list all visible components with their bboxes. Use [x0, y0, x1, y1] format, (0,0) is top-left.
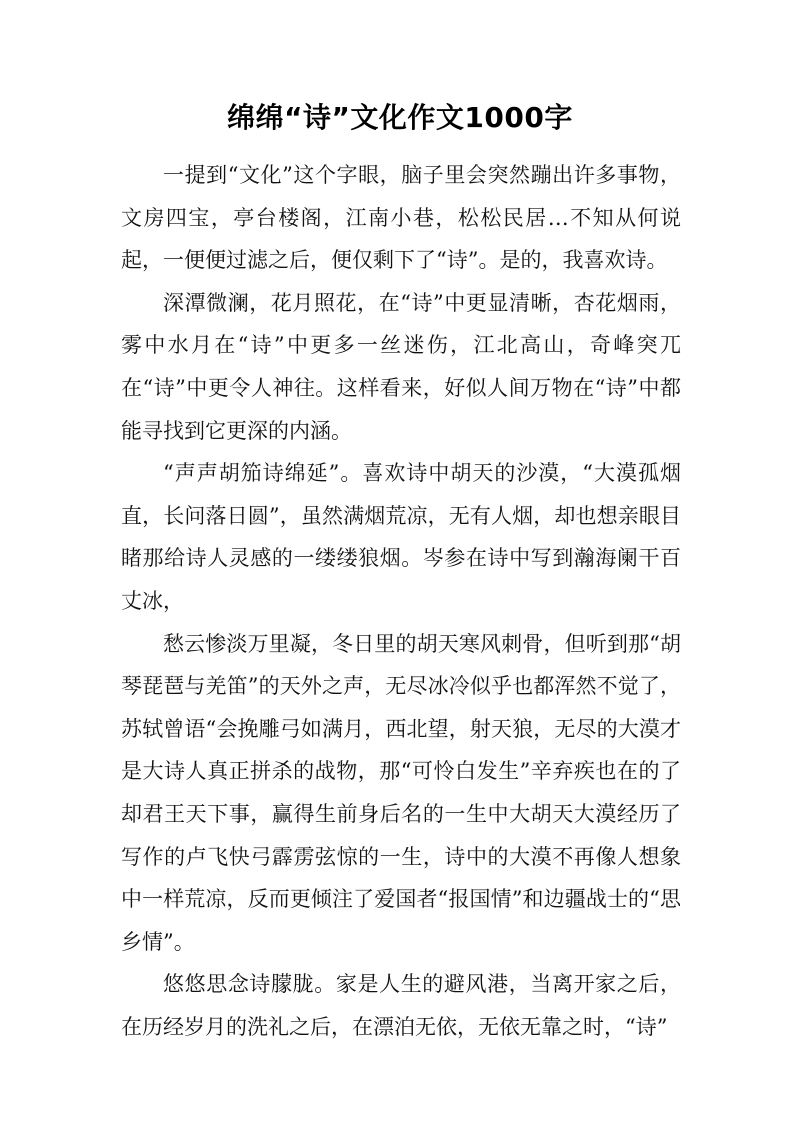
paragraph: 深潭微澜，花月照花，在“诗”中更显清晰，杏花烟雨，雾中水月在“诗”中更多一丝迷伤，江北高山，奇峰突兀在“诗”中更令人神往。这样看来，好似人间万物在“诗”中都能寻找到它更深的内涵。 [121, 290, 681, 443]
document-body [121, 154, 681, 1048]
paragraph: “声声胡笳诗绵延”。喜欢诗中胡天的沙漠，“大漠孤烟直，长问落日圆”，虽然满烟荒凉，无有人烟，却也想亲眼目睹那给诗人灵感的一缕缕狼烟。岑参在诗中写到瀚海阑干百丈冰， [121, 461, 681, 613]
document-title: 绵绵“诗”文化作文1000字 [227, 101, 573, 134]
paragraph: 愁云惨淡万里凝，冬日里的胡天寒风刺骨，但听到那“胡琴琵琶与羌笛”的天外之声，无尽冰冷似乎也都浑然不觉了，苏轼曾语“会挽雕弓如满月，西北望，射天狼，无尽的大漠才是大诗人真正拼杀的战物，那“可怜白发生”辛弃疾也在的了却君王天下事，赢得生前身后名的一生中大胡天大漠经历了写作的卢飞快弓霹雳弦惊的一生，诗中的大漠不再像人想象中一样荒凉，反而更倾注了爱国者“报国情”和边疆战士的“思乡情”。 [121, 631, 681, 954]
paragraph: 悠悠思念诗朦胧。家是人生的避风港，当离开家之后，在历经岁月的洗礼之后，在漂泊无依，无依无靠之时，“诗” [121, 972, 681, 1039]
paragraph: 一提到“文化”这个字眼，脑子里会突然蹦出许多事物，文房四宝，亭台楼阁，江南小巷，松松民居…不知从何说起，一便便过滤之后，便仅剩下了“诗”。是的，我喜欢诗。 [121, 163, 681, 273]
